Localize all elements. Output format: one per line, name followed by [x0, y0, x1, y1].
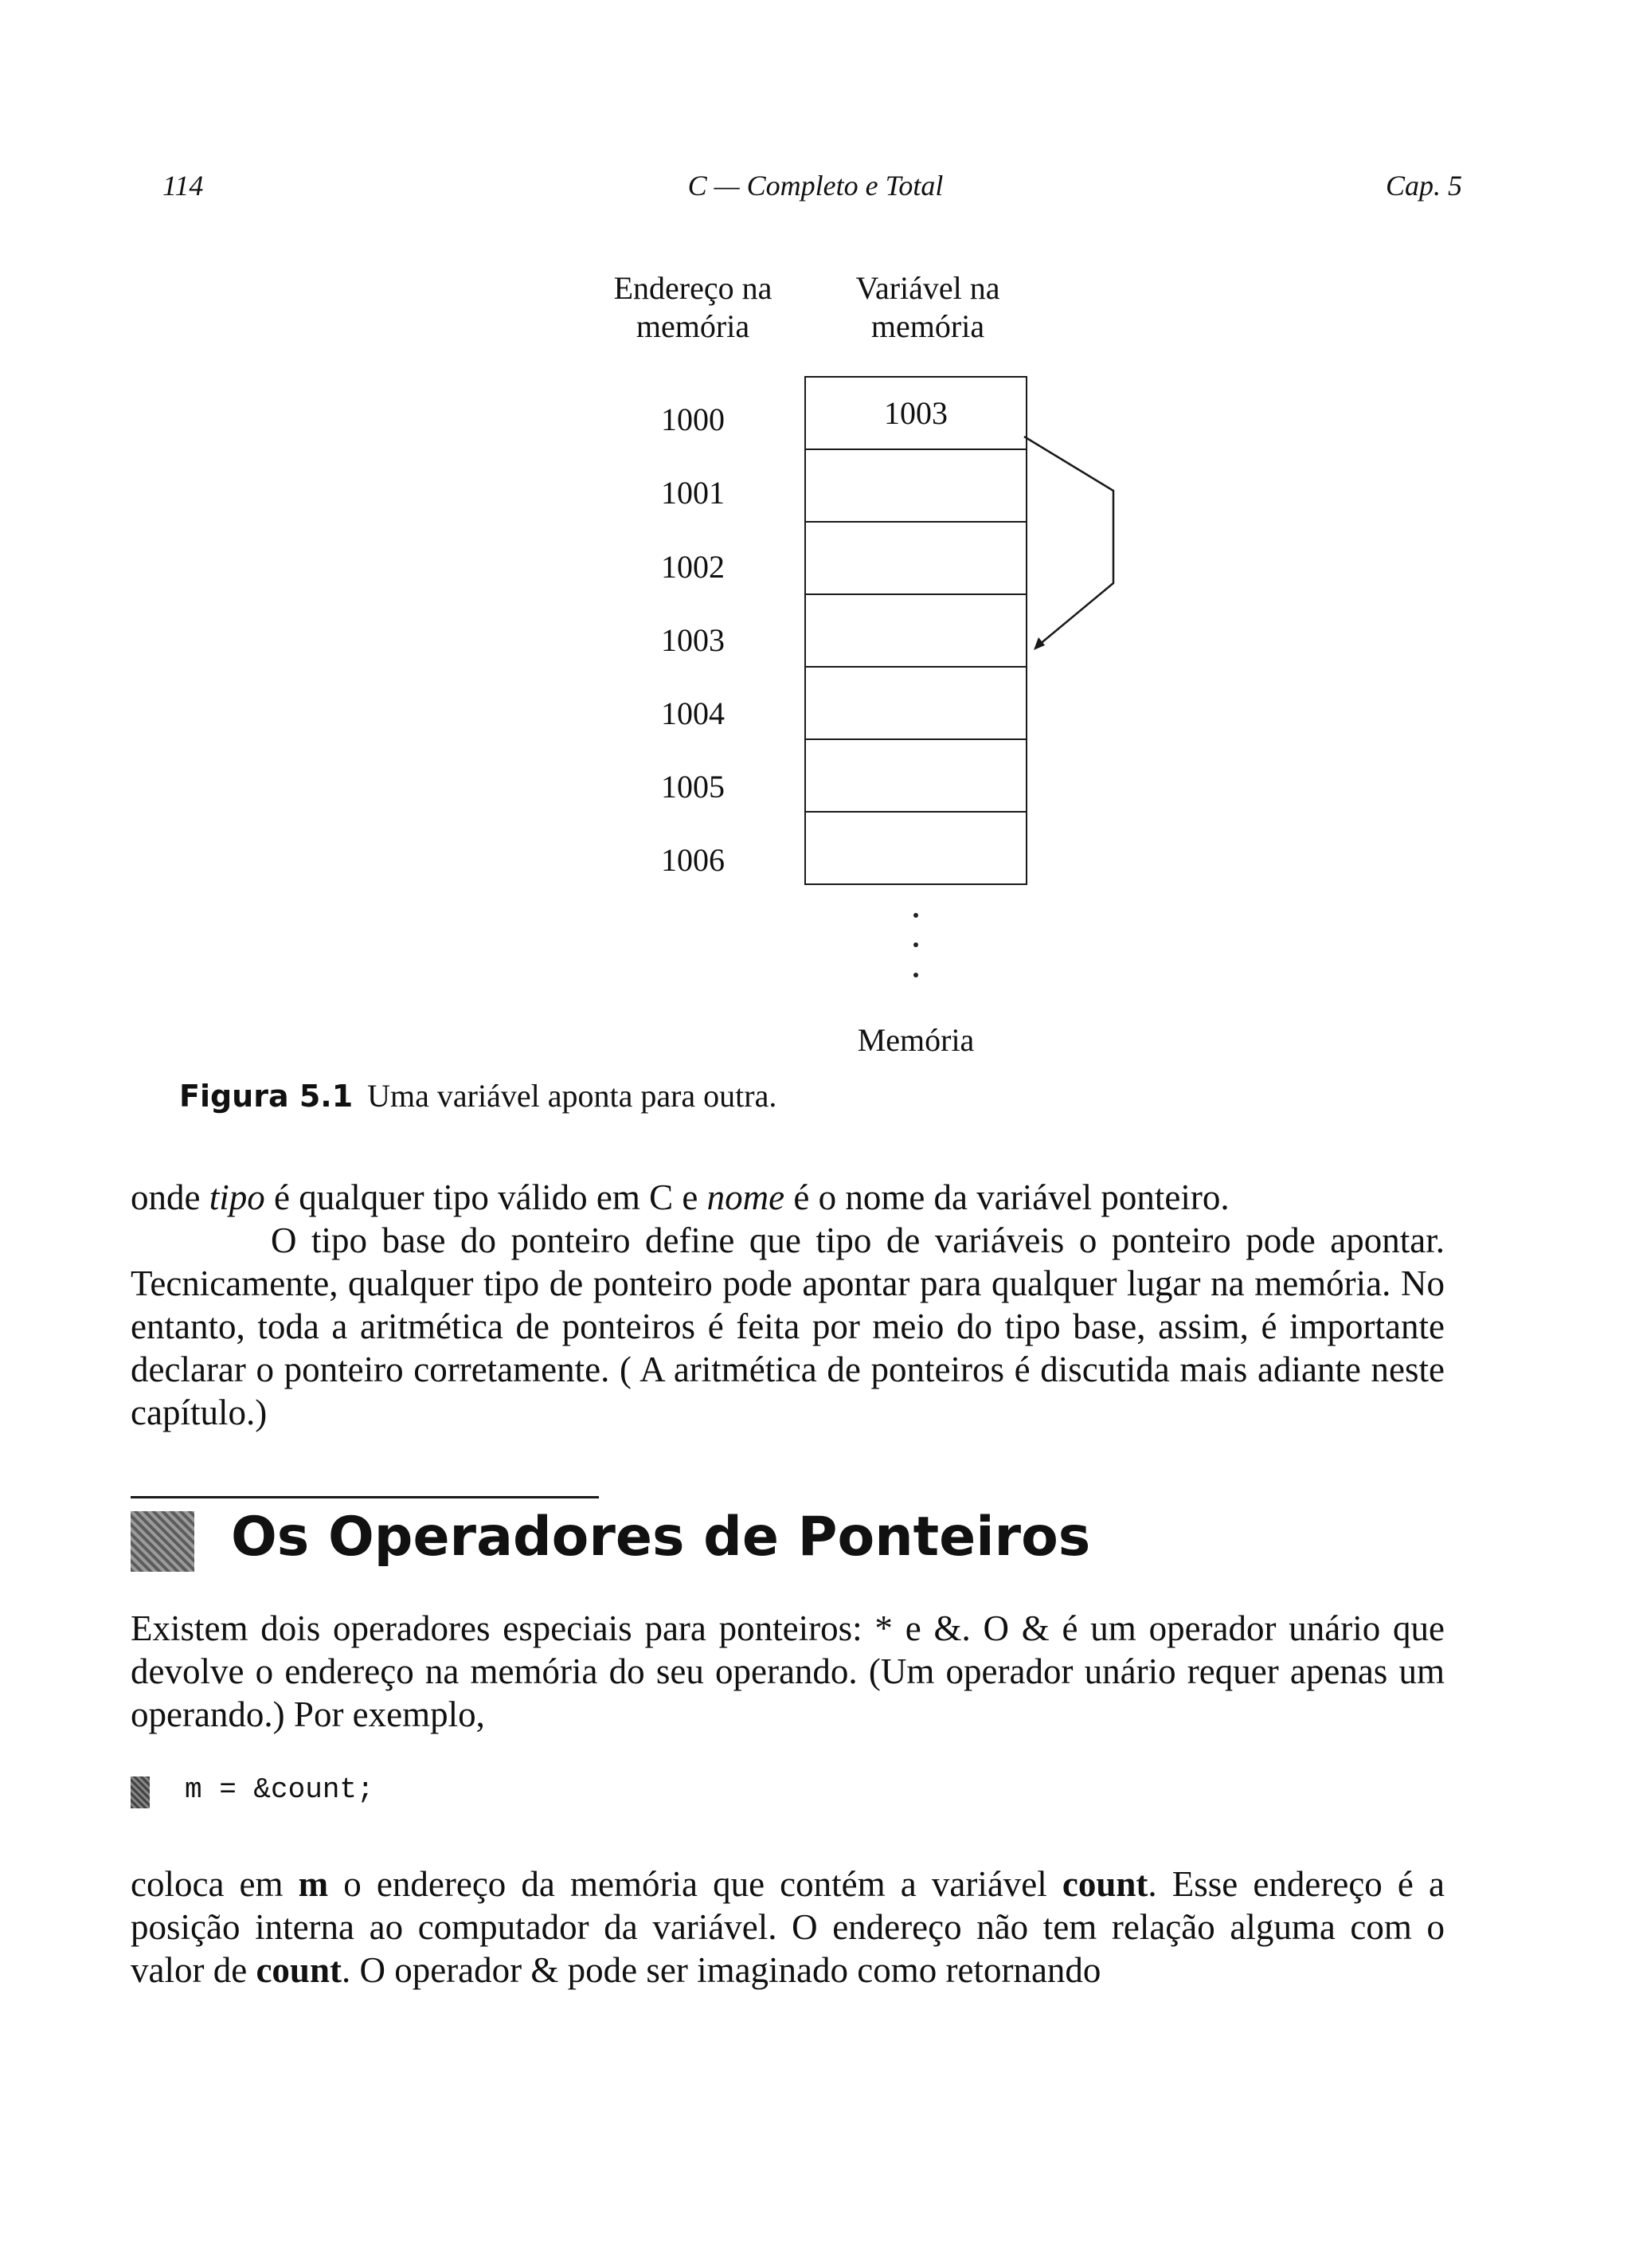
text-run: coloca em [131, 1864, 299, 1904]
address-heading-line-1: Endereço na [613, 270, 772, 306]
text-run-italic: nome [706, 1177, 785, 1217]
code-marker-icon [131, 1776, 150, 1808]
address-column-heading [589, 269, 796, 346]
continuation-dot [913, 913, 918, 918]
text-run: é o nome da variável ponteiro. [784, 1177, 1230, 1217]
address-label: 1004 [661, 695, 725, 731]
memory-cell: 1003 [804, 376, 1027, 450]
variable-column-heading [812, 269, 1043, 346]
code-line: m = &count; [185, 1773, 374, 1806]
text-run-bold: count [1062, 1864, 1148, 1904]
text-run-bold: m [298, 1864, 329, 1904]
body-text [131, 1863, 1445, 1992]
text-run: o endereço da memória que contém a variável [328, 1864, 1062, 1904]
memory-cell [804, 593, 1027, 668]
address-label: 1003 [661, 622, 725, 658]
memory-cell [804, 666, 1027, 740]
address-label: 1002 [661, 549, 725, 585]
address-label: 1005 [661, 769, 725, 805]
chapter-label: Cap. 5 [1385, 170, 1462, 202]
paragraph [131, 1176, 1445, 1219]
memory-cell [804, 449, 1027, 523]
text-run-italic: tipo [209, 1177, 265, 1217]
figure-caption-text: Uma variável aponta para outra. [367, 1078, 777, 1114]
text-run: é qualquer tipo válido em C e [264, 1177, 707, 1217]
running-title: C — Completo e Total [687, 170, 944, 202]
memory-cell [804, 811, 1027, 885]
paragraph: Existem dois operadores especiais para ponteiros: * e &. O & é um operador unário que devolve o endereço na memória do seu operando. (Um operador unário requer apenas um operando.) Por exemplo, [131, 1608, 1445, 1734]
section-rule [131, 1496, 599, 1498]
section-title: Os Operadores de Ponteiros [231, 1506, 1091, 1569]
memory-cell [804, 521, 1027, 595]
memory-label: Memória [857, 1022, 975, 1058]
address-label: 1006 [661, 842, 725, 878]
continuation-dot [913, 942, 918, 947]
address-label: 1000 [661, 402, 725, 437]
address-heading-line-2: memória [636, 308, 750, 344]
pointer-arrow-icon [1019, 414, 1131, 669]
text-run-bold: count [256, 1950, 342, 1990]
text-run: . Esse endereço é a posição interna ao computador da variável. O endereço não tem relação alguma com o valor de [131, 1864, 1445, 1990]
figure-label: Figura 5.1 [179, 1079, 354, 1114]
body-text [131, 1607, 1445, 1736]
continuation-dot [913, 973, 918, 977]
text-run: . O operador & pode ser imaginado como retornando [341, 1950, 1101, 1990]
memory-cell [804, 738, 1027, 813]
address-label: 1001 [661, 475, 725, 511]
paragraph: O tipo base do ponteiro define que tipo de variáveis o ponteiro pode apontar. Tecnicamente, qualquer tipo de ponteiro pode apontar para qualquer lugar na memória. No entanto, toda a aritmética de ponteiros é feita por meio do tipo base, assim, é importante declarar o ponteiro corretamente. ( A aritmética de ponteiros é discutida mais adiante neste capítulo.) [131, 1220, 1445, 1432]
paragraph [131, 1863, 1445, 1992]
variable-heading-line-1: Variável na [855, 270, 1000, 306]
variable-heading-line-2: memória [870, 308, 985, 344]
section-marker-icon [131, 1511, 194, 1572]
figure-caption [179, 1077, 776, 1114]
body-text [131, 1176, 1445, 1434]
text-run: onde [131, 1177, 209, 1217]
page-number: 114 [162, 170, 204, 202]
